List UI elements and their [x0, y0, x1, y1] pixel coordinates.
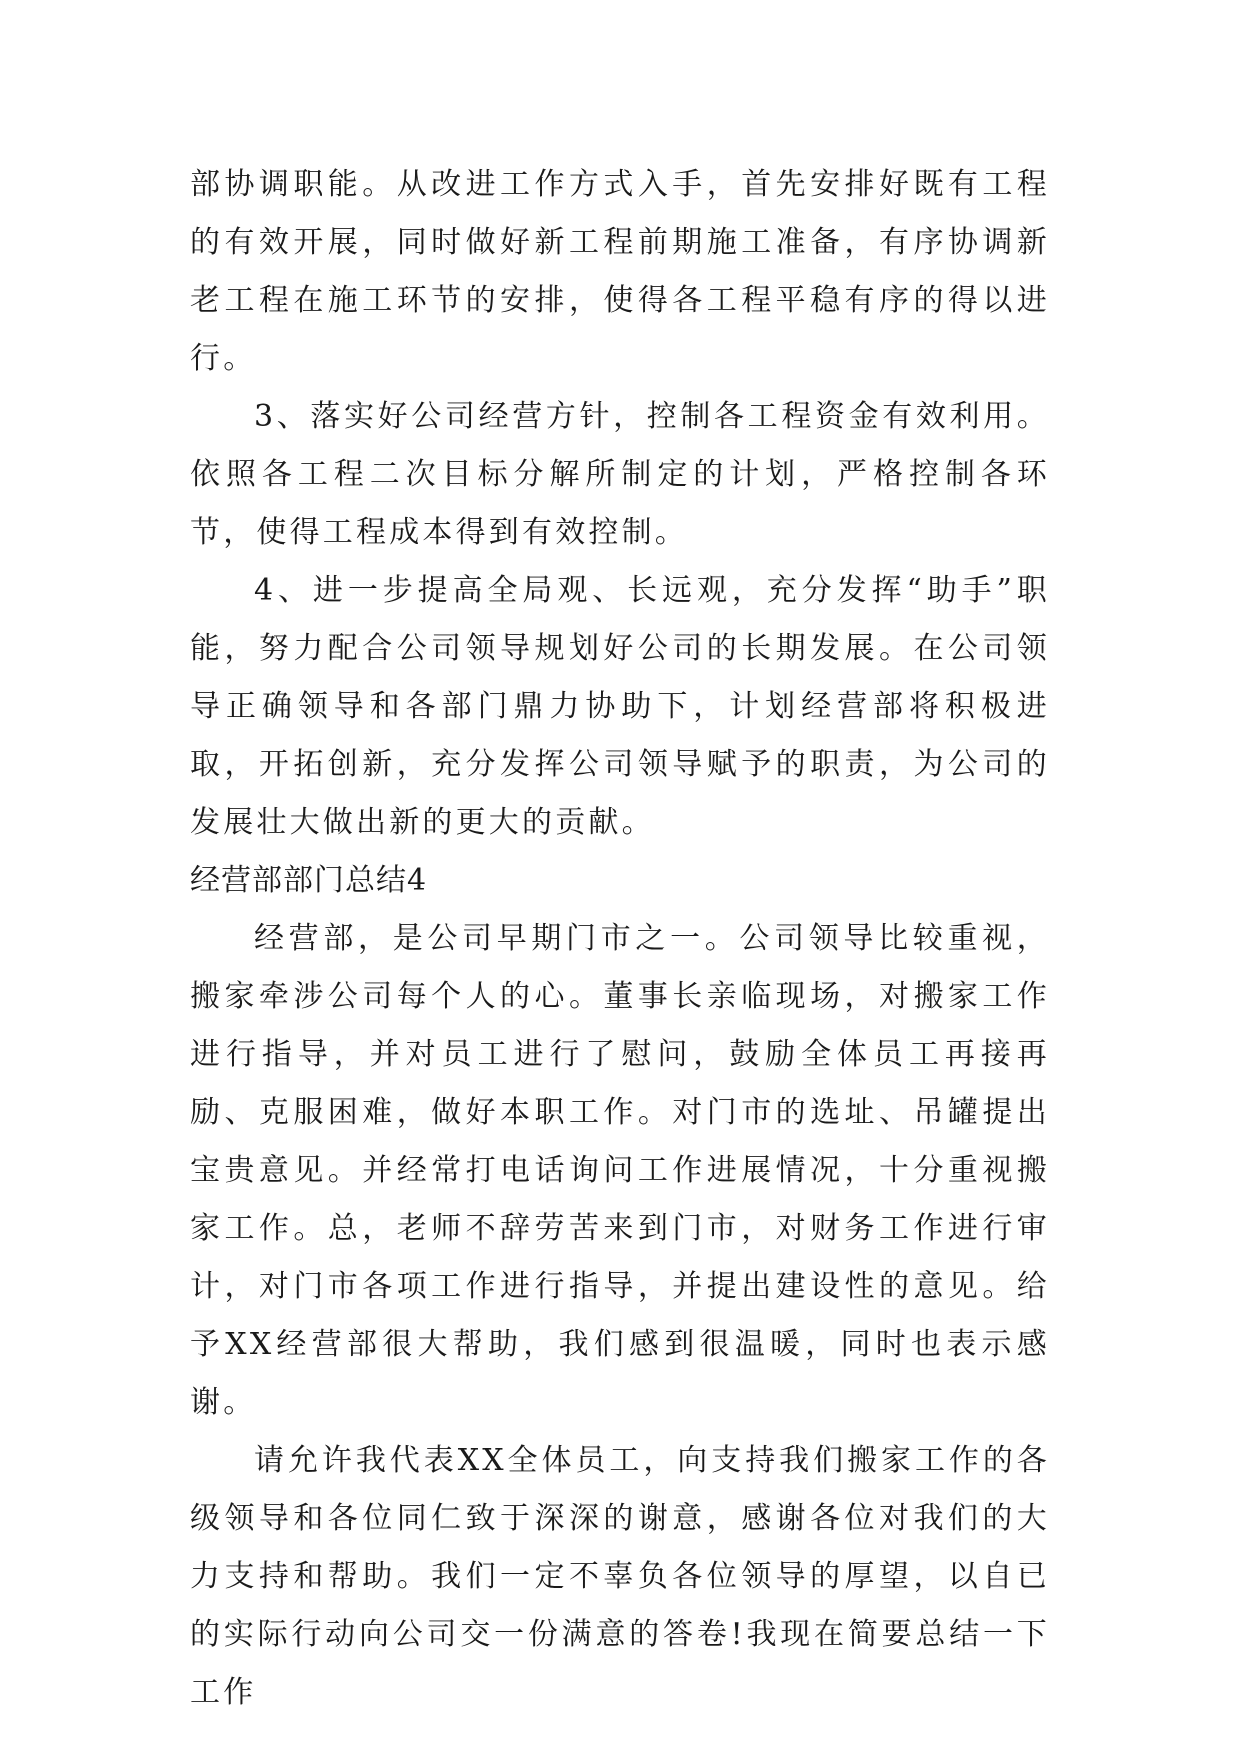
document-body [190, 156, 1050, 1722]
paragraph-section-intro: 经营部，是公司早期门市之一。公司领导比较重视，搬家牵涉公司每个人的心。董事长亲临现场，对搬家工作进行指导，并对员工进行了慰问，鼓励全体员工再接再励、克服困难，做好本职工作。对门市的选址、吊罐提出宝贵意见。并经常打电话询问工作进展情况，十分重视搬家工作。总，老师不辞劳苦来到门市，对财务工作进行审计，对门市各项工作进行指导，并提出建设性的意见。给予XX经营部很大帮助，我们感到很温暖，同时也表示感谢。 [190, 921, 1050, 1420]
section-heading: 经营部部门总结4 [190, 863, 428, 898]
paragraph-item-4: 4、进一步提高全局观、长远观，充分发挥“助手”职能，努力配合公司领导规划好公司的长期发展。在公司领导正确领导和各部门鼎力协助下，计划经营部将积极进取，开拓创新，充分发挥公司领导赋予的职责，为公司的发展壮大做出新的更大的贡献。 [190, 573, 1050, 840]
paragraph-coordination: 部协调职能。从改进工作方式入手，首先安排好既有工程的有效开展，同时做好新工程前期施工准备，有序协调新老工程在施工环节的安排，使得各工程平稳有序的得以进行。 [190, 167, 1050, 376]
paragraph-section-thanks: 请允许我代表XX全体员工，向支持我们搬家工作的各级领导和各位同仁致于深深的谢意，感谢各位对我们的大力支持和帮助。我们一定不辜负各位领导的厚望，以自已的实际行动向公司交一份满意的答卷!我现在简要总结一下工作 [190, 1443, 1050, 1710]
paragraph-item-3: 3、落实好公司经营方针，控制各工程资金有效利用。依照各工程二次目标分解所制定的计划，严格控制各环节，使得工程成本得到有效控制。 [190, 399, 1050, 550]
